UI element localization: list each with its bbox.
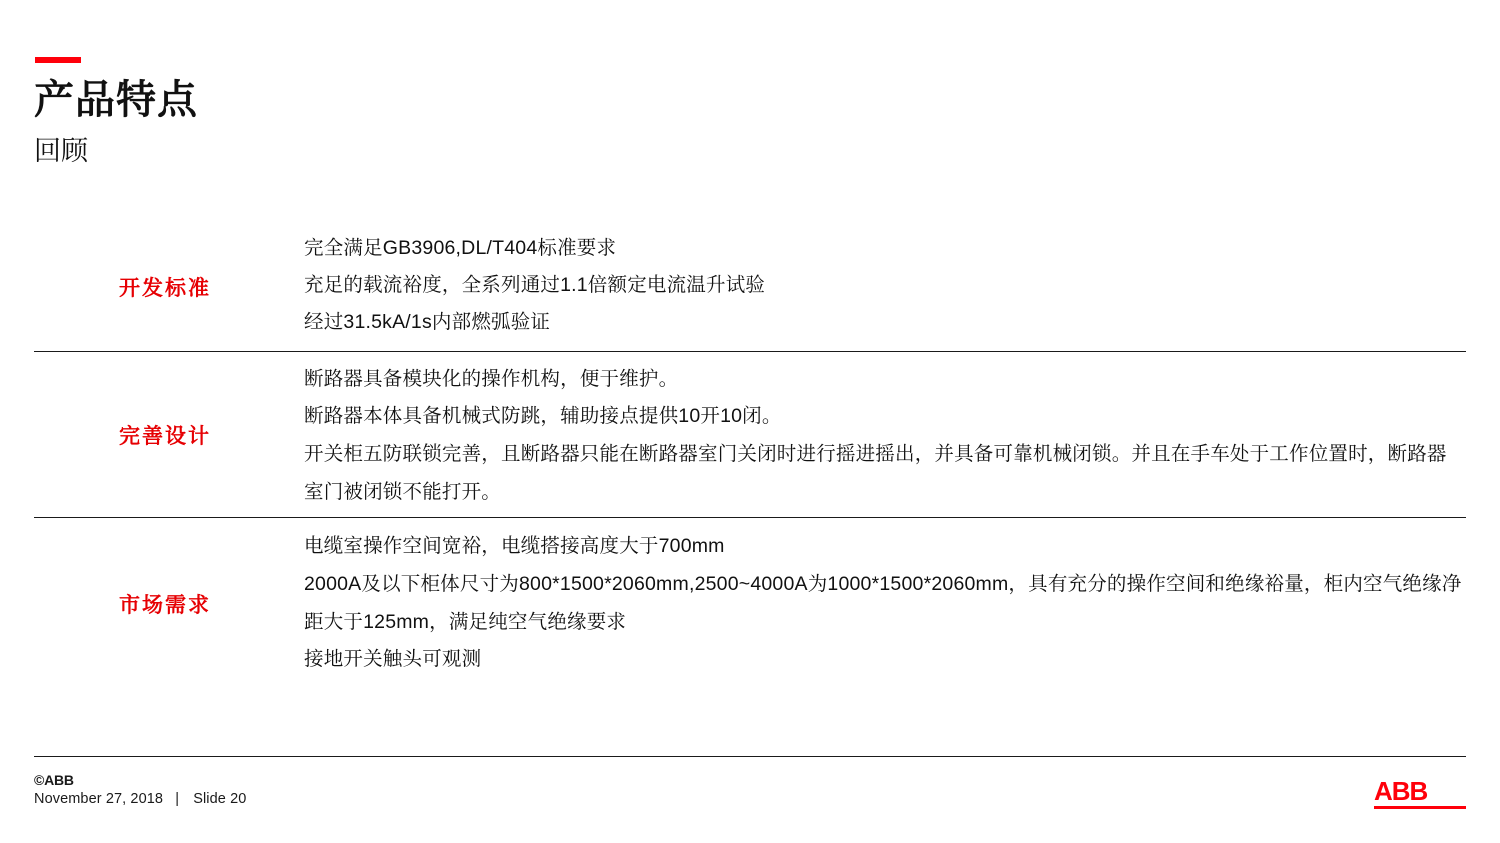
row-body-perfect-design xyxy=(304,352,1466,517)
footer-copyright: ©ABB xyxy=(34,772,74,788)
row-line: 2000A及以下柜体尺寸为800*1500*2060mm,2500~4000A为1000*1500*2060mm，具有充分的操作空间和绝缘裕量，柜内空气绝缘净距大于125mm，满足纯空气绝缘要求 xyxy=(304,573,1462,633)
abb-logo xyxy=(1374,778,1466,809)
row-line: 开关柜五防联锁完善，且断路器只能在断路器室门关闭时进行摇进摇出，并具备可靠机械闭锁。并且在手车处于工作位置时，断路器室门被闭锁不能打开。 xyxy=(304,443,1447,503)
footer-meta xyxy=(34,791,246,807)
page-title: 产品特点 xyxy=(34,78,198,122)
row-label-market-demand: 市场需求 xyxy=(119,594,211,617)
row-line: 电缆室操作空间宽裕，电缆搭接高度大于700mm xyxy=(304,535,725,557)
table-row xyxy=(34,351,1466,517)
footer-slide-number: Slide 20 xyxy=(193,791,247,807)
footer-date: November 27, 2018 xyxy=(34,791,164,807)
row-label-development-standard: 开发标准 xyxy=(119,276,211,300)
row-line: 经过31.5kA/1s内部燃弧验证 xyxy=(304,311,551,333)
footer-separator: | xyxy=(175,791,180,807)
row-label-perfect-design: 完善设计 xyxy=(119,424,211,448)
row-line: 断路器本体具备机械式防跳，辅助接点提供10开10闭。 xyxy=(304,405,782,427)
page-subtitle: 回顾 xyxy=(34,136,88,166)
row-line: 断路器具备模块化的操作机构，便于维护。 xyxy=(304,368,679,390)
row-line: 接地开关触头可观测 xyxy=(304,648,482,670)
table-row xyxy=(34,222,1466,351)
row-line: 完全满足GB3906,DL/T404标准要求 xyxy=(304,237,617,259)
row-line: 充足的载流裕度，全系列通过1.1倍额定电流温升试验 xyxy=(304,274,766,296)
row-body-market-demand xyxy=(304,518,1466,690)
abb-logo-underline xyxy=(1374,806,1466,809)
abb-logo-text: ABB xyxy=(1374,776,1428,806)
content-bottom-rule xyxy=(34,756,1466,757)
content-table xyxy=(34,222,1466,690)
table-row xyxy=(34,517,1466,690)
row-body-development-standard xyxy=(304,222,1466,351)
title-accent-rule xyxy=(35,57,81,63)
